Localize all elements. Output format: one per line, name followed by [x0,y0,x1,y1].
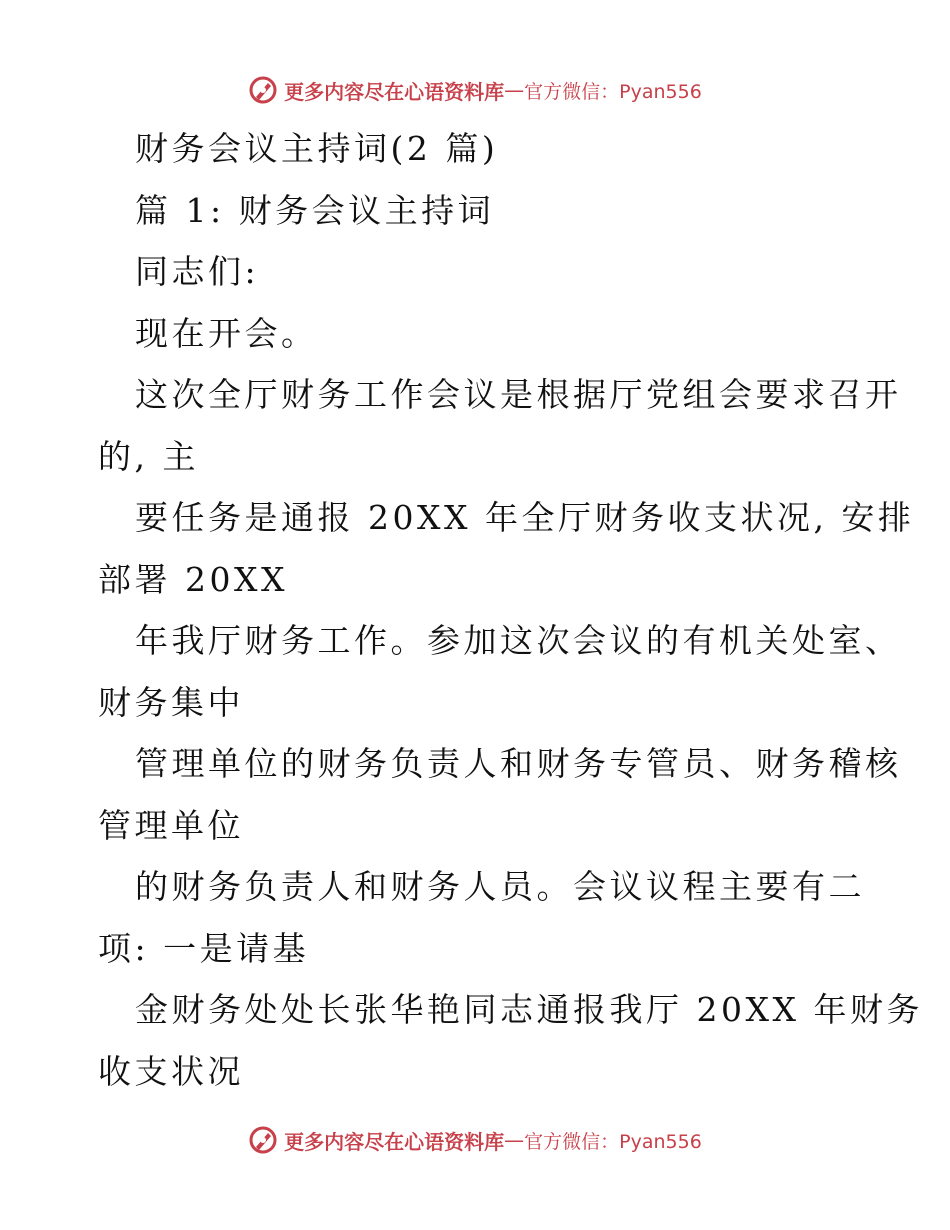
paragraph-line: 的, 主 [98,436,199,476]
banner-brand-text: 更多内容尽在心语资料库 [284,79,505,104]
pen-logo-icon [248,1125,278,1155]
section-heading: 篇 1: 财务会议主持词 [135,190,495,230]
paragraph-line: 项: 一是请基 [98,928,310,968]
paragraph-line: 部署 20XX [98,559,288,599]
paragraph-line: 财务集中 [98,682,244,722]
paragraph-line: 管理单位 [98,805,244,845]
paragraph-line: 现在开会。 [135,313,318,353]
salutation: 同志们: [135,252,260,291]
banner-contact-text: 官方微信：Pyan556 [524,1130,702,1153]
paragraph-line: 管理单位的财务负责人和财务专管员、财务稽核 [135,744,902,783]
header-banner [0,70,950,110]
paragraph-line: 金财务处处长张华艳同志通报我厅 20XX 年财务 [135,990,923,1029]
banner-separator: — [504,1128,525,1152]
paragraph-line: 年我厅财务工作。参加这次会议的有机关处室、 [135,621,902,660]
footer-banner [0,1120,950,1160]
paragraph-line: 这次全厅财务工作会议是根据厅党组会要求召开 [135,375,902,414]
paragraph-line: 的财务负责人和财务人员。会议议程主要有二 [135,867,865,906]
document-title: 财务会议主持词(2 篇) [135,129,499,168]
paragraph-line: 要任务是通报 20XX 年全厅财务收支状况, 安排 [135,498,915,537]
banner-brand-text: 更多内容尽在心语资料库 [284,1129,505,1154]
banner-separator: — [504,78,525,102]
pen-logo-icon [248,75,278,105]
paragraph-line: 收支状况 [98,1051,244,1091]
document-body [98,118,923,1102]
banner-contact-text: 官方微信：Pyan556 [524,80,702,103]
